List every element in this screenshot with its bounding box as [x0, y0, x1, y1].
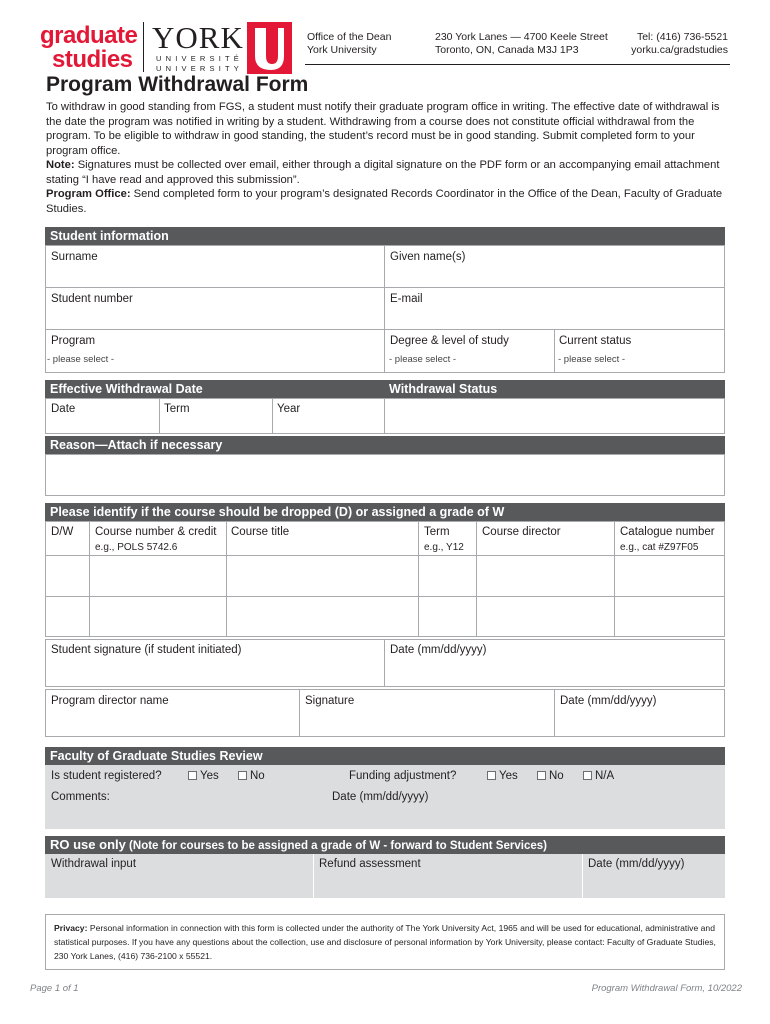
withdrawal-term-field[interactable]: Term — [164, 403, 190, 415]
section-reason: Reason—Attach if necessary — [45, 436, 725, 454]
row-divider — [45, 287, 725, 288]
section-courses: Please identify if the course should be dropped (D) or assigned a grade of W — [45, 503, 725, 521]
program-select[interactable]: - please select - — [47, 354, 115, 365]
status-select[interactable]: - please select - — [558, 354, 626, 365]
student-signature-field[interactable]: Student signature (if student initiated) — [51, 644, 242, 656]
col-divider — [299, 689, 300, 737]
contact-info: Tel: (416) 736-5521 yorku.ca/gradstudies — [631, 31, 728, 56]
logo-divider — [143, 22, 144, 72]
col-course-example: e.g., POLS 5742.6 — [95, 542, 178, 553]
funding-label: Funding adjustment? — [349, 770, 457, 782]
address-info: 230 York Lanes — 4700 Keele Street Toronto, ON, Canada M3J 1P3 — [435, 31, 608, 56]
form-version: Program Withdrawal Form, 10/2022 — [591, 983, 742, 994]
comments-field[interactable]: Comments: — [51, 791, 110, 803]
surname-field[interactable]: Surname — [51, 251, 98, 263]
col-divider — [384, 245, 385, 373]
header-divider — [305, 64, 730, 65]
registered-label: Is student registered? — [51, 770, 162, 782]
fgs-review-date-field[interactable]: Date (mm/dd/yyyy) — [332, 791, 429, 803]
col-divider — [554, 689, 555, 737]
col-divider — [272, 398, 273, 434]
col-course: Course number & credit — [95, 526, 217, 538]
registered-no-option[interactable]: No — [238, 770, 265, 782]
checkbox-icon[interactable] — [537, 771, 546, 780]
col-divider — [313, 854, 314, 898]
col-dw: D/W — [51, 526, 74, 538]
withdrawal-date-field[interactable]: Date — [51, 403, 76, 415]
student-number-field[interactable]: Student number — [51, 293, 133, 305]
status-label: Current status — [559, 335, 632, 347]
given-names-field[interactable]: Given name(s) — [390, 251, 466, 263]
checkbox-icon[interactable] — [188, 771, 197, 780]
section-fgs-review: Faculty of Graduate Studies Review — [45, 747, 725, 765]
registered-yes-option[interactable]: Yes — [188, 770, 219, 782]
reason-field[interactable] — [45, 454, 725, 496]
york-university-logo — [152, 22, 292, 74]
funding-na-option[interactable]: N/A — [583, 770, 614, 782]
student-signature-date-field[interactable]: Date (mm/dd/yyyy) — [390, 644, 487, 656]
degree-label: Degree & level of study — [390, 335, 509, 347]
course-row-1[interactable] — [46, 556, 724, 596]
col-divider — [159, 398, 160, 434]
checkbox-icon[interactable] — [487, 771, 496, 780]
withdrawal-input-field[interactable]: Withdrawal input — [51, 858, 137, 870]
york-u-icon — [247, 22, 292, 74]
refund-assessment-field[interactable]: Refund assessment — [319, 858, 421, 870]
york-wordmark: YORK — [152, 20, 244, 55]
section-withdrawal-status: Withdrawal Status — [384, 380, 725, 398]
col-director: Course director — [482, 526, 561, 538]
ro-date-field[interactable]: Date (mm/dd/yyyy) — [588, 858, 685, 870]
withdrawal-year-field[interactable]: Year — [277, 403, 301, 415]
col-divider — [384, 398, 385, 434]
york-subtitle: UNIVERSITÉ UNIVERSITY — [156, 54, 244, 73]
website-link[interactable]: yorku.ca/gradstudies — [631, 44, 728, 56]
funding-no-option[interactable]: No — [537, 770, 564, 782]
col-title: Course title — [231, 526, 290, 538]
row-divider — [45, 329, 725, 330]
page-number: Page 1 of 1 — [30, 983, 79, 994]
section-effective-withdrawal-date: Effective Withdrawal Date — [45, 380, 385, 398]
course-row-2[interactable] — [46, 597, 724, 636]
office-info: Office of the Dean York University — [307, 31, 392, 56]
intro-text: To withdraw in good standing from FGS, a student must notify their graduate program office in writing. The effective date of withdrawal is the date the program was notified in writing by a student. Withdrawing from a course does not constitute official withdrawal from the program. To be eligible to withdraw in good standing, the student’s record must be in good standing. Submit completed form to your program office. Note: Signatures must be collected over email, either through a digital signature on the PDF form or an accompanying email attachment stating “I have read and approved this submission”. Program Office: Send completed form to your program’s designated Records Coordinator in the Office of the Dean, Faculty of Graduate Studies. — [46, 101, 723, 215]
director-signature-field[interactable]: Signature — [305, 695, 355, 707]
checkbox-icon[interactable] — [238, 771, 247, 780]
degree-select[interactable]: - please select - — [389, 354, 457, 365]
withdrawal-status-field[interactable] — [386, 400, 723, 432]
col-divider — [554, 329, 555, 373]
graduate-studies-logo: graduate studies — [40, 22, 138, 73]
col-divider — [384, 639, 385, 687]
col-term: Term — [424, 526, 450, 538]
checkbox-icon[interactable] — [583, 771, 592, 780]
program-label: Program — [51, 335, 96, 347]
page-title: Program Withdrawal Form — [46, 73, 309, 96]
funding-yes-option[interactable]: Yes — [487, 770, 518, 782]
privacy-notice: Privacy: Personal information in connection with this form is collected under the authority of The York University Act, 1965 and will be used for educational, administrative and statistical purposes. If you have any questions about the collection, use and disclosure of personal information by York University, please contact: Faculty of Graduate Studies, 230 York Lanes, (416) 736-2100 x 55521. — [45, 914, 725, 970]
program-director-name-field[interactable]: Program director name — [51, 695, 169, 707]
col-catalogue-example: e.g., cat #Z97F05 — [620, 542, 699, 553]
section-student-information: Student information — [45, 227, 725, 245]
email-field[interactable]: E-mail — [390, 293, 423, 305]
col-term-example: e.g., Y12 — [424, 542, 464, 553]
col-divider — [582, 854, 583, 898]
director-signature-date-field[interactable]: Date (mm/dd/yyyy) — [560, 695, 657, 707]
section-ro-use-only: RO use only (Note for courses to be assigned a grade of W - forward to Student Services) — [45, 836, 725, 854]
col-catalogue: Catalogue number — [620, 526, 715, 538]
